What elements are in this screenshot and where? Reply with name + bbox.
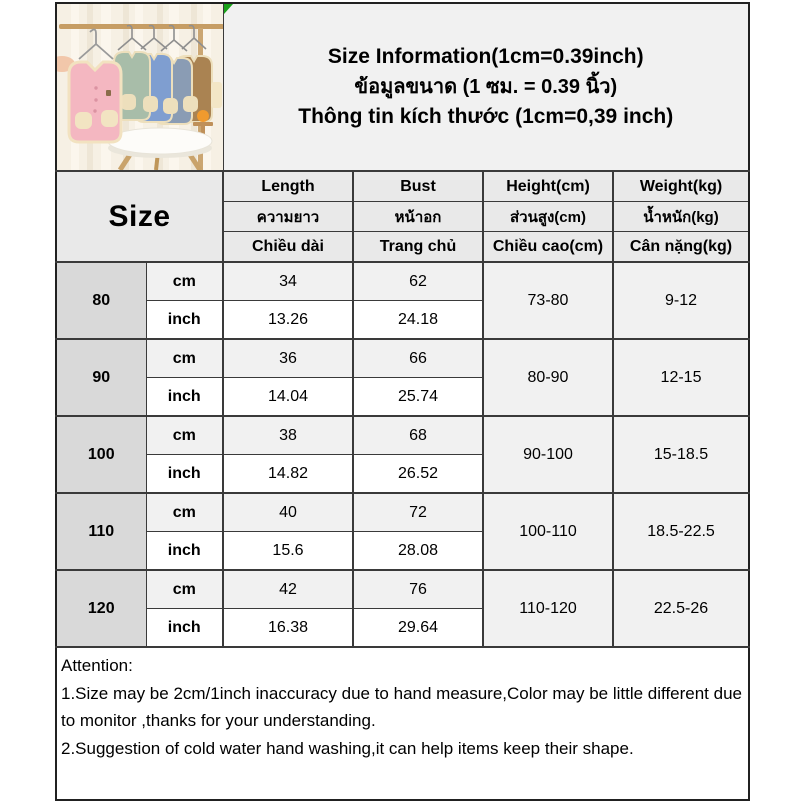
size-label-120: 120 [56,570,146,647]
col-header-height-en: Height(cm) [483,171,613,202]
cell-90-height: 80-90 [483,339,613,416]
size-label-110: 110 [56,493,146,570]
vest-pink [69,62,121,142]
bear-emblem [106,90,111,96]
unit-label-cm: cm [146,493,223,532]
cell-100-bust-inch: 26.52 [353,455,483,494]
green-corner-marker [224,4,233,14]
cell-90-length-cm: 36 [223,339,353,378]
attention-line-2: 2.Suggestion of cold water hand washing,it can help items keep their shape. [61,738,634,758]
unit-label-inch: inch [146,532,223,571]
cell-100-bust-cm: 68 [353,416,483,455]
col-header-length-en: Length [223,171,353,202]
cell-110-height: 100-110 [483,493,613,570]
cell-110-length-cm: 40 [223,493,353,532]
size-label-80: 80 [56,262,146,339]
cell-110-bust-cm: 72 [353,493,483,532]
cell-120-bust-cm: 76 [353,570,483,609]
size-title-th: ข้อมูลขนาด (1 ซม. = 0.39 นิ้ว) [354,75,618,98]
cell-110-length-inch: 15.6 [223,532,353,571]
cell-90-bust-inch: 25.74 [353,378,483,417]
unit-label-inch: inch [146,455,223,494]
cell-100-length-cm: 38 [223,416,353,455]
attention-note [56,647,749,800]
cell-80-bust-cm: 62 [353,262,483,301]
cell-80-height: 73-80 [483,262,613,339]
size-label-100: 100 [56,416,146,493]
cell-120-length-inch: 16.38 [223,609,353,648]
unit-label-inch: inch [146,301,223,340]
cell-80-weight: 9-12 [613,262,749,339]
size-chart-table [55,2,750,801]
unit-label-cm: cm [146,262,223,301]
col-header-height-th: ส่วนสูง(cm) [483,202,613,232]
attention-line-1: 1.Size may be 2cm/1inch inaccuracy due to hand measure,Color may be little different due to monitor ,thanks for your understanding. [61,683,742,731]
cell-100-length-inch: 14.82 [223,455,353,494]
size-header: Size [56,171,223,262]
cell-90-weight: 12-15 [613,339,749,416]
candle-prop [211,82,222,108]
cell-80-bust-inch: 24.18 [353,301,483,340]
unit-label-inch: inch [146,378,223,417]
cell-90-bust-cm: 66 [353,339,483,378]
cell-90-length-inch: 14.04 [223,378,353,417]
attention-heading: Attention: [61,656,133,675]
size-title-en: Size Information(1cm=0.39inch) [327,45,644,69]
back-vests [114,52,212,124]
cell-80-length-cm: 34 [223,262,353,301]
col-header-bust-th: หน้าอก [353,202,483,232]
cell-120-bust-inch: 29.64 [353,609,483,648]
title-block [223,3,749,171]
col-header-length-vi: Chiều dài [223,232,353,263]
unit-label-cm: cm [146,416,223,455]
unit-label-inch: inch [146,609,223,648]
cell-110-weight: 18.5-22.5 [613,493,749,570]
col-header-bust-vi: Trang chủ [353,232,483,263]
col-header-weight-vi: Cân nặng(kg) [613,232,749,263]
col-header-weight-th: น้ำหนัก(kg) [613,202,749,232]
cell-100-height: 90-100 [483,416,613,493]
cell-110-bust-inch: 28.08 [353,532,483,571]
col-header-height-vi: Chiều cao(cm) [483,232,613,263]
orange-fruit [197,110,209,122]
unit-label-cm: cm [146,570,223,609]
product-photo [56,3,223,171]
col-header-weight-en: Weight(kg) [613,171,749,202]
cell-100-weight: 15-18.5 [613,416,749,493]
col-header-length-th: ความยาว [223,202,353,232]
cell-120-weight: 22.5-26 [613,570,749,647]
size-label-90: 90 [56,339,146,416]
unit-label-cm: cm [146,339,223,378]
cell-120-length-cm: 42 [223,570,353,609]
size-title-vi: Thông tin kích thước (1cm=0,39 inch) [298,104,674,128]
product-photo-illustration [57,4,223,170]
cell-120-height: 110-120 [483,570,613,647]
col-header-bust-en: Bust [353,171,483,202]
cell-80-length-inch: 13.26 [223,301,353,340]
